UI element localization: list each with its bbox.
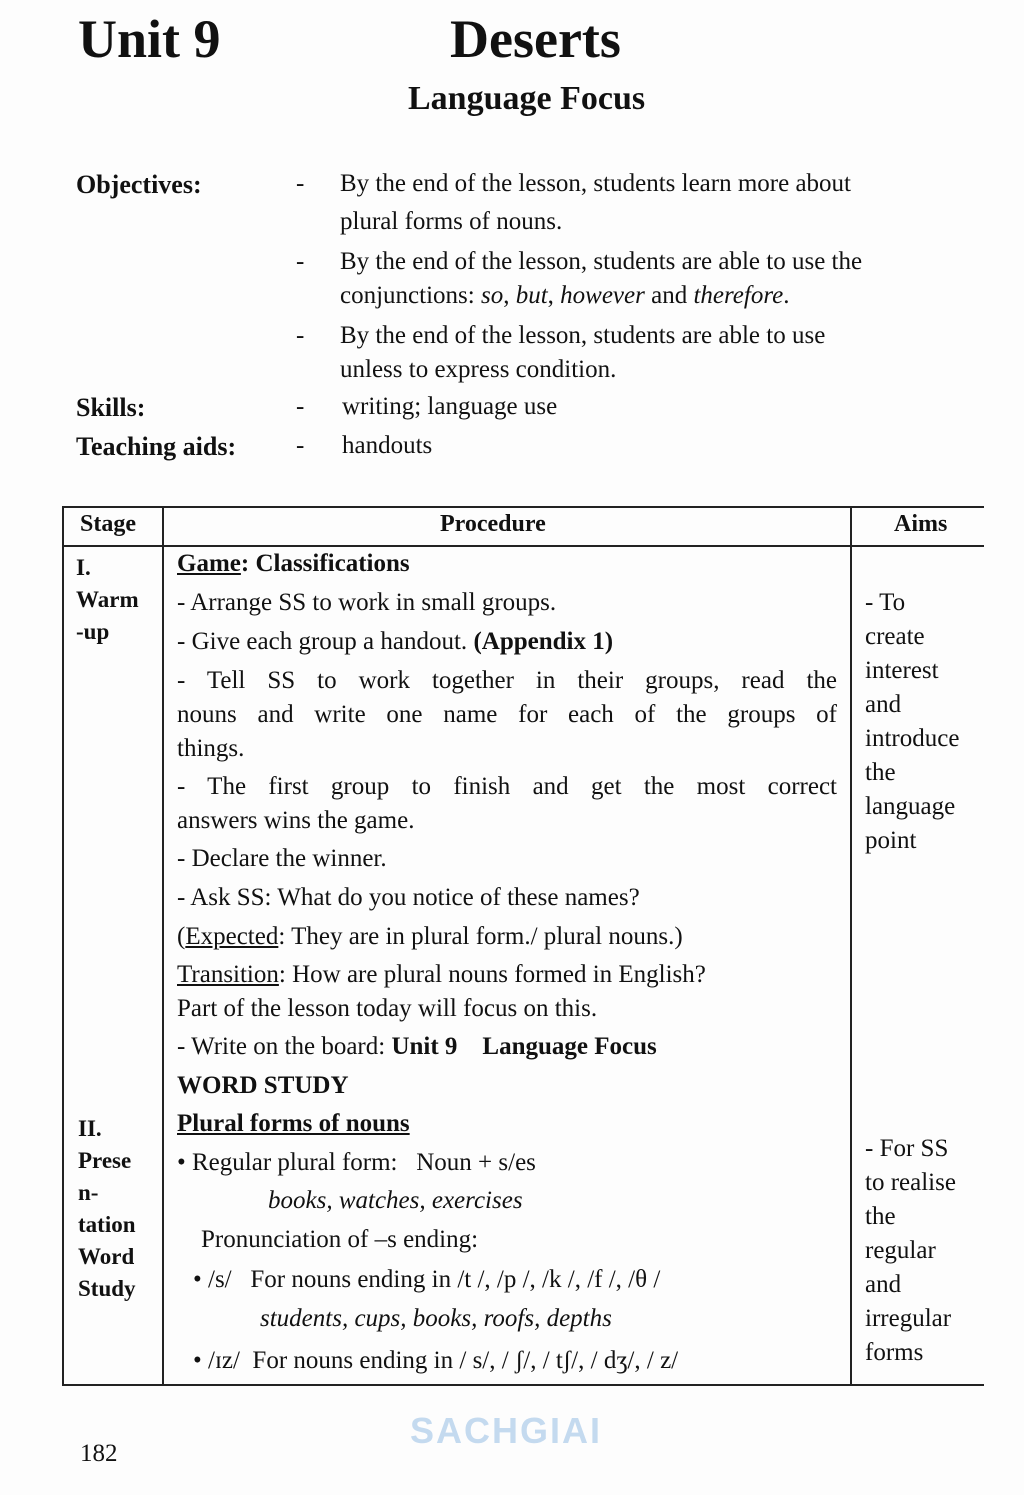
procedure-line: - Ask SS: What do you notice of these names? bbox=[177, 884, 640, 911]
text: create bbox=[865, 623, 925, 650]
text: so bbox=[480, 282, 504, 309]
text: conjunctions: bbox=[340, 282, 481, 309]
text: point bbox=[865, 827, 917, 854]
text: , bbox=[547, 282, 561, 309]
procedure-line: things. bbox=[177, 735, 245, 762]
text: regular bbox=[865, 1237, 936, 1264]
procedure-line: answers wins the game. bbox=[177, 807, 415, 834]
text: - To bbox=[865, 589, 906, 616]
teaching-aids-label: Teaching aids: bbox=[76, 432, 237, 461]
procedure-line: • /ɪz/ For nouns ending in / s/, / ʃ/, / tʃ/, / dʒ/, / z/ bbox=[193, 1347, 679, 1374]
bullet-dash: - bbox=[296, 248, 305, 275]
procedure-line: - Declare the winner. bbox=[177, 845, 387, 872]
bullet-dash: - bbox=[296, 393, 305, 420]
text: II. bbox=[78, 1116, 102, 1141]
objective-1-line-2: plural forms of nouns. bbox=[340, 208, 563, 235]
objective-2-line-2 bbox=[340, 282, 790, 310]
header-aims: Aims bbox=[894, 511, 948, 537]
text: : Classifications bbox=[240, 550, 410, 577]
text: - Write on the board: bbox=[177, 1033, 392, 1060]
text: (Appendix 1) bbox=[473, 628, 614, 655]
text: and bbox=[865, 691, 902, 718]
objective-3-line-1: By the end of the lesson, students are able to use bbox=[340, 322, 826, 349]
page-subtitle: Language Focus bbox=[408, 80, 646, 117]
text: , bbox=[503, 282, 516, 309]
objective-2-line-1: By the end of the lesson, students are able to use the bbox=[340, 248, 863, 275]
teaching-aids-value: handouts bbox=[342, 432, 433, 459]
text: : They are in plural form./ plural nouns.) bbox=[278, 923, 683, 950]
objective-1-line-1: By the end of the lesson, students learn more about bbox=[340, 170, 851, 197]
procedure-line bbox=[177, 923, 683, 951]
header-stage: Stage bbox=[80, 511, 136, 537]
bullet-dash: - bbox=[296, 170, 305, 197]
table-divider bbox=[850, 506, 852, 1386]
text: Transition bbox=[177, 961, 279, 988]
procedure-line: - Arrange SS to work in small groups. bbox=[177, 589, 557, 616]
text: the bbox=[865, 1203, 896, 1230]
header-procedure: Procedure bbox=[440, 511, 546, 537]
example-words: books, watches, exercises bbox=[268, 1187, 523, 1214]
text: I. bbox=[76, 555, 91, 580]
text: forms bbox=[865, 1339, 924, 1366]
section-heading: WORD STUDY bbox=[177, 1072, 349, 1099]
skills-label: Skills: bbox=[76, 393, 146, 422]
bullet-dash: - bbox=[296, 322, 305, 349]
section-subheading: Plural forms of nouns bbox=[177, 1110, 410, 1137]
example-words: students, cups, books, roofs, depths bbox=[260, 1305, 612, 1332]
procedure-line: - The first group to finish and get the most correct bbox=[177, 773, 837, 800]
stage-presentation bbox=[78, 1113, 136, 1305]
bullet-dash: - bbox=[296, 432, 305, 459]
page-title: Deserts bbox=[450, 9, 621, 69]
procedure-line: nouns and write one name for each of the groups of bbox=[177, 701, 837, 728]
objective-3-line-2: unless to express condition. bbox=[340, 356, 617, 383]
text: irregular bbox=[865, 1305, 952, 1332]
text: interest bbox=[865, 657, 939, 684]
procedure-line: • Regular plural form: Noun + s/es bbox=[177, 1149, 536, 1176]
text: Unit 9 Language Focus bbox=[391, 1033, 657, 1060]
text: - For SS bbox=[865, 1135, 949, 1162]
text: to realise bbox=[865, 1169, 956, 1196]
unit-number: Unit 9 bbox=[78, 9, 221, 69]
text: Warm bbox=[76, 587, 139, 612]
procedure-line: - Tell SS to work together in their groups, read the bbox=[177, 667, 837, 694]
text: Game bbox=[177, 550, 241, 577]
page-number: 182 bbox=[80, 1440, 118, 1467]
aims-warm-up bbox=[865, 586, 959, 858]
procedure-line: Part of the lesson today will focus on this. bbox=[177, 995, 598, 1022]
procedure-line bbox=[177, 1033, 657, 1061]
text: : How are plural nouns formed in English? bbox=[278, 961, 706, 988]
table-divider bbox=[162, 506, 164, 1386]
procedure-line: Pronunciation of –s ending: bbox=[201, 1226, 479, 1253]
procedure-line bbox=[177, 961, 706, 989]
text: -up bbox=[76, 619, 110, 644]
text: language bbox=[865, 793, 956, 820]
table-border bbox=[62, 1384, 984, 1386]
text: and bbox=[865, 1271, 902, 1298]
text: but bbox=[515, 282, 548, 309]
text: n- bbox=[78, 1180, 99, 1205]
text: . bbox=[783, 282, 790, 309]
text: - Give each group a handout. bbox=[177, 628, 474, 655]
procedure-line bbox=[177, 628, 613, 656]
text: Study bbox=[78, 1276, 136, 1301]
objectives-label: Objectives: bbox=[76, 170, 202, 199]
text: therefore bbox=[693, 282, 784, 309]
text: Prese bbox=[78, 1148, 132, 1173]
game-title bbox=[177, 550, 410, 578]
text: introduce bbox=[865, 725, 960, 752]
text: however bbox=[560, 282, 645, 309]
table-border bbox=[62, 506, 64, 1386]
text: ( bbox=[177, 923, 186, 950]
text: tation bbox=[78, 1212, 136, 1237]
table-border bbox=[62, 506, 984, 508]
aims-presentation bbox=[865, 1132, 956, 1370]
text: and bbox=[644, 282, 694, 309]
table-divider bbox=[62, 545, 984, 547]
watermark-logo: SACHGIAI bbox=[410, 1410, 603, 1451]
text: Word bbox=[78, 1244, 135, 1269]
skills-value: writing; language use bbox=[342, 393, 558, 420]
text: the bbox=[865, 759, 896, 786]
procedure-line: • /s/ For nouns ending in /t /, /p /, /k /, /f /, /θ / bbox=[193, 1266, 661, 1293]
stage-warm-up bbox=[76, 552, 139, 648]
text: Expected bbox=[185, 923, 279, 950]
